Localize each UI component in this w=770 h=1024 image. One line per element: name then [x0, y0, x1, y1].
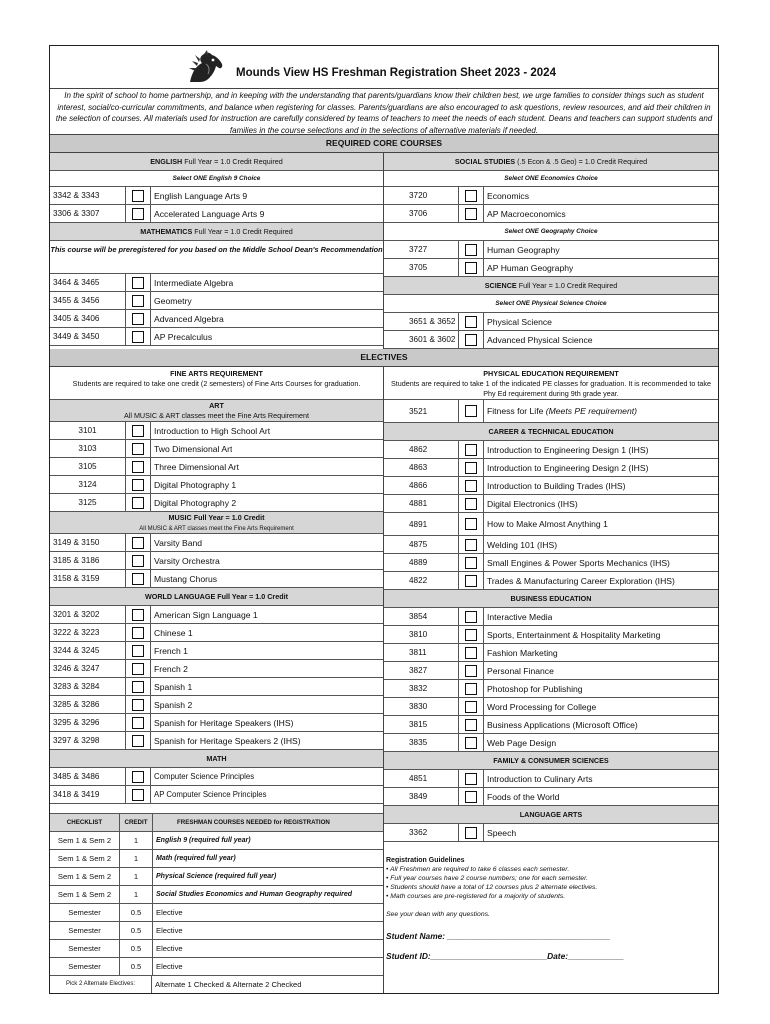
course-row: [384, 788, 718, 806]
alternate-electives-row: Pick 2 Alternate Electives: Alternate 1 Checked & Alternate 2 Checked: [50, 976, 383, 993]
registration-sheet: [49, 45, 719, 994]
course-number: 3706: [409, 209, 428, 218]
course-number: 3810: [409, 630, 428, 639]
course-row: [50, 624, 383, 642]
checklist-row: [50, 832, 383, 850]
course-checkbox[interactable]: [125, 678, 151, 695]
course-row: [50, 292, 383, 310]
course-row: [384, 513, 718, 536]
course-name: Human Geography: [487, 244, 560, 255]
pe-requirement: PHYSICAL EDUCATION REQUIREMENT Students are required to take 1 of the indicated PE classes for graduation. It is recommended to take Phy Ed requirement during 9th grade year.: [384, 367, 718, 400]
science-select-note: Select ONE Physical Science Choice: [384, 295, 718, 313]
electives-band: ELECTIVES: [50, 349, 718, 367]
course-row: [50, 310, 383, 328]
course-number: 3297 & 3298: [53, 736, 100, 745]
course-checkbox[interactable]: [125, 310, 151, 327]
course-checkbox[interactable]: [458, 495, 484, 512]
course-row: [50, 458, 383, 476]
course-row: [384, 716, 718, 734]
checklist-cell-b: 0.5: [120, 940, 153, 957]
course-checkbox[interactable]: [458, 331, 484, 348]
course-name: Word Processing for College: [487, 701, 597, 712]
course-row: [384, 259, 718, 277]
course-name: Chinese 1: [154, 627, 193, 638]
course-row: [384, 495, 718, 513]
checklist-cell-a: Sem 1 & Sem 2: [50, 832, 120, 849]
checklist-cell-c: Social Studies Economics and Human Geography required: [156, 891, 353, 898]
course-checkbox[interactable]: [458, 824, 484, 841]
sheet-header: [50, 46, 718, 89]
dean-note: See your dean with any questions.: [386, 911, 490, 918]
course-name: AP Human Geography: [487, 262, 574, 273]
course-number: 3342 & 3343: [53, 191, 100, 200]
course-row: [50, 732, 383, 750]
art-header: ART All MUSIC & ART classes meet the Fine Arts Requirement: [50, 400, 383, 422]
course-number: 3449 & 3450: [53, 332, 100, 341]
course-name: Spanish for Heritage Speakers 2 (IHS): [154, 735, 301, 746]
checklist-cell-c: English 9 (required full year): [156, 837, 251, 844]
student-name-field[interactable]: Student Name: ___________________________________: [386, 931, 611, 941]
course-number: 3811: [409, 648, 427, 657]
course-checkbox[interactable]: [125, 328, 151, 345]
course-checkbox[interactable]: [125, 660, 151, 677]
course-checkbox[interactable]: [125, 732, 151, 749]
course-name: Trades & Manufacturing Career Exploration (IHS): [487, 575, 675, 586]
course-row: [384, 608, 718, 626]
course-row: [384, 313, 718, 331]
course-name: AP Precalculus: [154, 331, 213, 342]
course-row: [50, 274, 383, 292]
course-checkbox[interactable]: [458, 770, 484, 787]
course-number: 3418 & 3419: [53, 790, 100, 799]
course-name: Advanced Algebra: [154, 313, 224, 324]
course-row: [50, 570, 383, 588]
course-row: [384, 626, 718, 644]
course-row: [384, 680, 718, 698]
course-checkbox[interactable]: [125, 494, 151, 511]
course-number: 3125: [78, 498, 97, 507]
course-row: [50, 642, 383, 660]
course-name: Digital Photography 1: [154, 479, 237, 490]
course-name: Economics: [487, 190, 530, 201]
course-number: 3854: [409, 612, 428, 621]
course-checkbox[interactable]: [458, 400, 484, 422]
checklist-cell-c: Elective: [156, 944, 183, 953]
course-checkbox[interactable]: [458, 441, 484, 458]
checklist-cell-c: Physical Science (required full year): [156, 873, 277, 880]
english-select-note: Select ONE English 9 Choice: [50, 171, 383, 187]
checklist-cell-a: Sem 1 & Sem 2: [50, 868, 120, 885]
course-row: [50, 422, 383, 440]
course-number: 3295 & 3296: [53, 718, 100, 727]
checklist-row: [50, 958, 383, 976]
course-name: AP Macroeconomics: [487, 208, 566, 219]
course-row: [384, 662, 718, 680]
math-note: This course will be preregistered for you based on the Middle School Dean's Recommendation: [50, 241, 383, 274]
course-row: [384, 554, 718, 572]
course-name: Mustang Chorus: [154, 573, 218, 584]
checklist-cell-b: 1: [120, 850, 153, 867]
geo-select-note: Select ONE Geography Choice: [384, 223, 718, 241]
course-number: 3464 & 3465: [53, 278, 100, 287]
course-name: Computer Science Principles: [154, 772, 255, 781]
course-row: [50, 786, 383, 804]
course-number: 3827: [409, 666, 428, 675]
course-name: French 1: [154, 645, 188, 656]
course-checkbox[interactable]: [458, 536, 484, 553]
course-number: 4862: [409, 445, 428, 454]
course-checkbox[interactable]: [125, 552, 151, 569]
checklist-cell-b: 1: [120, 886, 153, 903]
core-band: REQUIRED CORE COURSES: [50, 135, 718, 153]
course-number: 4881: [409, 499, 428, 508]
course-name: Physical Science: [487, 316, 552, 327]
course-checkbox[interactable]: [458, 608, 484, 625]
course-number: 3283 & 3284: [53, 682, 100, 691]
course-number: 3705: [409, 263, 428, 272]
course-checkbox[interactable]: [458, 513, 484, 535]
checklist-row: [50, 940, 383, 958]
course-checkbox[interactable]: [125, 570, 151, 587]
course-number: 3485 & 3486: [53, 772, 100, 781]
course-number: 3201 & 3202: [53, 610, 100, 619]
course-number: 3103: [78, 444, 97, 453]
course-name: Varsity Orchestra: [154, 555, 220, 566]
course-name: Web Page Design: [487, 737, 557, 748]
course-number: 4889: [409, 558, 428, 567]
checklist-cell-c: Elective: [156, 962, 183, 971]
course-name: Intermediate Algebra: [154, 277, 234, 288]
course-checkbox[interactable]: [458, 554, 484, 571]
checklist-row: [50, 886, 383, 904]
course-number: 4891: [409, 519, 428, 529]
facs-header: FAMILY & CONSUMER SCIENCES: [384, 752, 718, 770]
course-row: [50, 606, 383, 624]
course-row: [50, 476, 383, 494]
course-row: [384, 459, 718, 477]
econ-select-note: Select ONE Economics Choice: [384, 171, 718, 187]
course-number: 3720: [409, 191, 428, 200]
course-name: Introduction to High School Art: [154, 425, 271, 436]
course-number: 3185 & 3186: [53, 556, 100, 565]
course-number: 3455 & 3456: [53, 296, 100, 305]
course-checkbox[interactable]: [125, 786, 151, 803]
checklist-row: [50, 922, 383, 940]
course-number: 3244 & 3245: [53, 646, 100, 655]
course-name: How to Make Almost Anything 1: [487, 519, 608, 529]
course-name: Welding 101 (IHS): [487, 539, 558, 550]
course-name: Accelerated Language Arts 9: [154, 208, 265, 219]
course-checkbox[interactable]: [125, 642, 151, 659]
math-header: MATHEMATICS Full Year = 1.0 Credit Required: [50, 223, 383, 241]
course-checkbox[interactable]: [458, 241, 484, 258]
course-number: 3601 & 3602: [409, 335, 456, 344]
course-checkbox[interactable]: [458, 477, 484, 494]
course-row: [50, 187, 383, 205]
course-name: Three Dimensional Art: [154, 461, 240, 472]
course-checkbox[interactable]: [125, 534, 151, 551]
course-checkbox[interactable]: [458, 662, 484, 679]
course-row: [50, 494, 383, 512]
course-checkbox[interactable]: [125, 274, 151, 291]
course-number: 4822: [409, 576, 428, 585]
course-name: Fashion Marketing: [487, 647, 558, 658]
checklist-row: [50, 904, 383, 922]
fine-arts-requirement: FINE ARTS REQUIREMENT Students are required to take one credit (2 semesters) of Fine Arts Courses for graduation.: [50, 367, 383, 400]
course-name: Geometry: [154, 295, 192, 306]
course-number: 3832: [409, 684, 428, 693]
course-checkbox[interactable]: [458, 205, 484, 222]
checklist-cell-c: Elective: [156, 908, 183, 917]
course-checkbox[interactable]: [458, 187, 484, 204]
course-row: [384, 536, 718, 554]
course-number: 3830: [409, 702, 428, 711]
course-row: [50, 696, 383, 714]
checklist-cell-b: 1: [120, 832, 153, 849]
course-name: Interactive Media: [487, 611, 553, 622]
course-name: French 2: [154, 663, 188, 674]
science-header: SCIENCE Full Year = 1.0 Credit Required: [384, 277, 718, 295]
elective-math-header: MATH: [50, 750, 383, 768]
page-title: Mounds View HS Freshman Registration Sheet 2023 - 2024: [236, 67, 556, 79]
course-row: [50, 328, 383, 346]
course-checkbox[interactable]: [458, 788, 484, 805]
course-name: Introduction to Culinary Arts: [487, 773, 593, 784]
course-checkbox[interactable]: [125, 476, 151, 493]
course-name: Advanced Physical Science: [487, 334, 593, 345]
course-row: 3362 Speech: [384, 824, 718, 842]
course-row: [50, 678, 383, 696]
course-checkbox[interactable]: [458, 734, 484, 751]
registration-guidelines: Registration Guidelines • All Freshmen are required to take 6 classes each semester. • Full year courses have 2 course numbers; one for each semester. • Students should have a total of 12 courses plus 2 alternate electives. • Math courses are pre-registered for a majority of students. See your dean with any questions. Student Name: ___________________________________ Student ID:_________________________Date:____________: [384, 842, 718, 961]
business-header: BUSINESS EDUCATION: [384, 590, 718, 608]
course-checkbox[interactable]: [125, 187, 151, 204]
intro-text: In the spirit of school to home partnership, and in keeping with the understanding that parents/guardians know their children best, we urge families to consider things such as student interest, social/co-curricular commitments, and balance when registering for classes. Parents/guardians are also encouraged to ask questions, review resources, and aid their children in the selection of courses. All materials used for instruction are carefully considered by teams of teachers to meet the needs of each student. Deans and teachers can support students and families in the course selections and in the selections of alternative materials if needed.: [50, 89, 718, 135]
course-checkbox[interactable]: [458, 716, 484, 733]
music-header: MUSIC Full Year = 1.0 Credit All MUSIC & ART classes meet the Fine Arts Requirement: [50, 512, 383, 534]
course-checkbox[interactable]: [125, 458, 151, 475]
guidelines-title: Registration Guidelines: [386, 857, 465, 864]
course-checkbox[interactable]: [458, 626, 484, 643]
course-number: 3306 & 3307: [53, 209, 100, 218]
checklist-cell-b: 0.5: [120, 904, 153, 921]
world-language-header: WORLD LANGUAGE Full Year = 1.0 Credit: [50, 588, 383, 606]
course-number: 3101: [78, 426, 97, 435]
course-number: 3849: [409, 792, 428, 801]
course-number: 4866: [409, 481, 428, 490]
course-name: Small Engines & Power Sports Mechanics (IHS): [487, 557, 670, 568]
course-number: 3222 & 3223: [53, 628, 100, 637]
course-number: 3727: [409, 245, 428, 254]
course-number: 3651 & 3652: [409, 317, 456, 326]
course-name: Business Applications (Microsoft Office): [487, 719, 638, 730]
checklist-cell-a: Semester: [50, 922, 120, 939]
course-name: Varsity Band: [154, 537, 203, 548]
course-row: [384, 205, 718, 223]
course-row: [384, 441, 718, 459]
course-row: [50, 714, 383, 732]
checklist-cell-a: Semester: [50, 904, 120, 921]
course-number: 3158 & 3159: [53, 574, 100, 583]
checklist-cell-c: Math (required full year): [156, 855, 236, 862]
course-row: [384, 572, 718, 590]
course-name: Introduction to Building Trades (IHS): [487, 480, 626, 491]
course-checkbox[interactable]: [125, 606, 151, 623]
course-row: [50, 440, 383, 458]
course-name: Introduction to Engineering Design 1 (IHS): [487, 444, 649, 455]
course-name: American Sign Language 1: [154, 609, 258, 620]
checklist-row: [50, 850, 383, 868]
course-row: [50, 552, 383, 570]
course-name: Digital Photography 2: [154, 497, 237, 508]
mustang-logo-icon: [186, 50, 226, 84]
course-name: AP Computer Science Principles: [154, 790, 267, 799]
course-number: 3246 & 3247: [53, 664, 100, 673]
student-id-field[interactable]: Student ID:_________________________Date:____________: [386, 951, 624, 961]
course-checkbox[interactable]: [125, 696, 151, 713]
course-checkbox[interactable]: [458, 644, 484, 661]
course-number: 3105: [78, 462, 97, 471]
checklist-cell-b: 0.5: [120, 922, 153, 939]
course-number: 3815: [409, 720, 428, 729]
english-header: ENGLISH Full Year = 1.0 Credit Required: [50, 153, 383, 171]
course-name: Introduction to Engineering Design 2 (IHS): [487, 462, 649, 473]
course-checkbox[interactable]: [125, 205, 151, 222]
course-number: 4875: [409, 540, 428, 549]
checklist-cell-c: Elective: [156, 926, 183, 935]
course-row: [50, 205, 383, 223]
course-checkbox[interactable]: [458, 459, 484, 476]
course-name: Personal Finance: [487, 665, 554, 676]
course-number: 3124: [78, 480, 97, 489]
checklist-row: [50, 868, 383, 886]
course-row: [384, 241, 718, 259]
social-studies-header: SOCIAL STUDIES (.5 Econ & .5 Geo) = 1.0 Credit Required: [384, 153, 718, 171]
course-name: Two Dimensional Art: [154, 443, 233, 454]
course-row: [50, 660, 383, 678]
course-checkbox[interactable]: [458, 572, 484, 589]
checklist-cell-a: Sem 1 & Sem 2: [50, 850, 120, 867]
checklist-cell-b: 0.5: [120, 958, 153, 975]
course-checkbox[interactable]: [125, 768, 151, 785]
course-row: [384, 698, 718, 716]
course-row: [384, 644, 718, 662]
course-checkbox[interactable]: [458, 313, 484, 330]
course-row: [384, 734, 718, 752]
course-name: Spanish 2: [154, 699, 193, 710]
course-number: 4851: [409, 774, 428, 783]
course-checkbox[interactable]: [125, 422, 151, 439]
course-checkbox[interactable]: [125, 624, 151, 641]
course-row: [50, 534, 383, 552]
course-name: Spanish for Heritage Speakers (IHS): [154, 717, 294, 728]
course-row: [384, 331, 718, 349]
checklist-cell-a: Semester: [50, 958, 120, 975]
course-checkbox[interactable]: [125, 292, 151, 309]
course-name: Photoshop for Publishing: [487, 683, 583, 694]
checklist-header: CHECKLIST CREDIT FRESHMAN COURSES NEEDED for REGISTRATION: [50, 814, 383, 832]
course-row: 3521 Fitness for Life (Meets PE requirement): [384, 400, 718, 423]
course-row: [384, 770, 718, 788]
course-checkbox[interactable]: [458, 259, 484, 276]
course-number: 3285 & 3286: [53, 700, 100, 709]
course-number: 3405 & 3406: [53, 314, 100, 323]
course-name: English Language Arts 9: [154, 190, 248, 201]
course-checkbox[interactable]: [458, 698, 484, 715]
course-name: Sports, Entertainment & Hospitality Marketing: [487, 629, 661, 640]
course-row: [384, 477, 718, 495]
checklist-cell-b: 1: [120, 868, 153, 885]
course-name: Foods of the World: [487, 791, 560, 802]
course-name: Spanish 1: [154, 681, 193, 692]
course-number: 4863: [409, 463, 428, 472]
course-number: 3149 & 3150: [53, 538, 100, 547]
language-arts-header: LANGUAGE ARTS: [384, 806, 718, 824]
course-row: [50, 768, 383, 786]
course-number: 3835: [409, 738, 428, 747]
course-checkbox[interactable]: [125, 714, 151, 731]
course-checkbox[interactable]: [458, 680, 484, 697]
checklist-cell-a: Semester: [50, 940, 120, 957]
cte-header: CAREER & TECHNICAL EDUCATION: [384, 423, 718, 441]
checklist-cell-a: Sem 1 & Sem 2: [50, 886, 120, 903]
course-checkbox[interactable]: [125, 440, 151, 457]
course-row: [384, 187, 718, 205]
course-name: Digital Electronics (IHS): [487, 498, 578, 509]
